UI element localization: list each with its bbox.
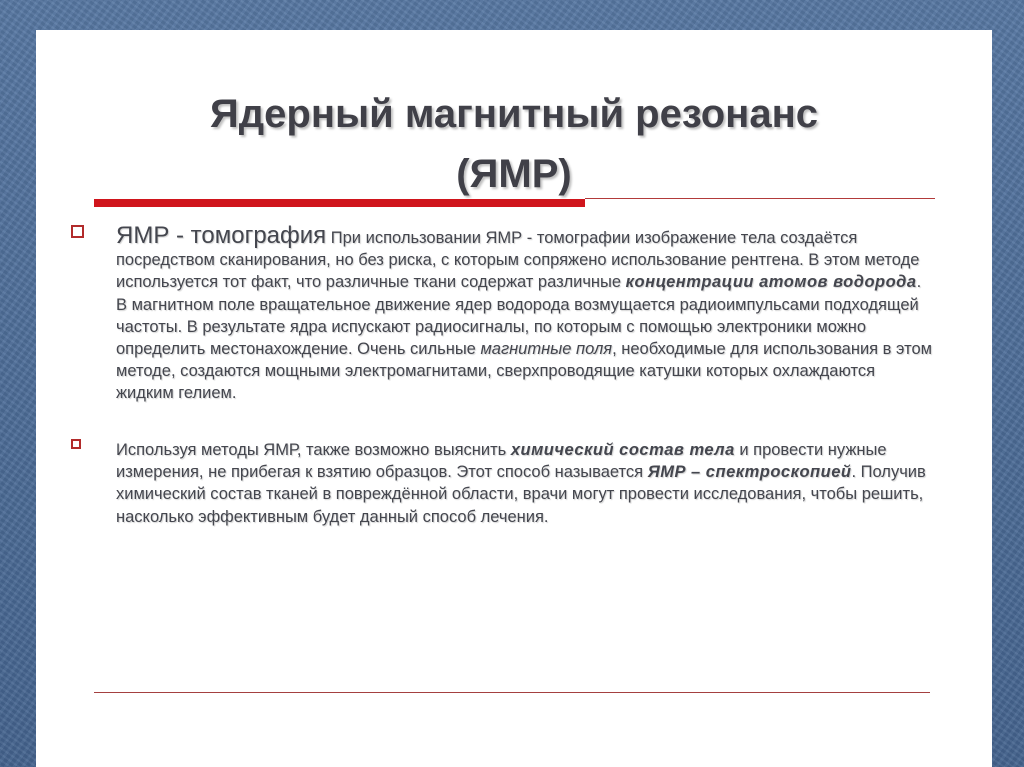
emphasis-hydrogen: концентрации атомов водорода [625, 273, 917, 292]
title-underline-thick [94, 199, 585, 207]
paragraph-text: Используя методы ЯМР, также возможно выяснить [116, 441, 511, 459]
title-line-2: (ЯМР) [456, 152, 572, 196]
title-line-1: Ядерный магнитный резонанс [210, 92, 818, 136]
footer-divider [94, 692, 930, 693]
emphasis-spectroscopy: ЯМР – спектроскопией [647, 463, 852, 482]
slide [36, 30, 992, 767]
slide-title [36, 84, 992, 204]
emphasis-chemical-composition: химический состав тела [510, 441, 735, 459]
paragraph-tomography [116, 222, 936, 405]
paragraph-spectroscopy [116, 439, 936, 528]
paragraph-text: , необходимые для использования в этом методе, создаются мощными электромагнитами, сверхпроводящие катушки которых охлаждаются жидким гелием. [116, 340, 932, 403]
paragraph-heading: ЯМР - томография [116, 222, 327, 249]
square-bullet-icon [71, 225, 84, 238]
paragraph-text: . В магнитном поле вращательное движение ядер водорода возмущается радиоимпульсами подходящей частоты. В результате ядра испускают радиосигналы, по которым с помощью электроники можно определить местонахождение. Очень сильные [116, 273, 922, 359]
square-bullet-icon [71, 439, 81, 449]
paragraph-text: . Получив химический состав тканей в повреждённой области, врачи могут провести исследования, чтобы решить, насколько эффективным будет данный способ лечения. [116, 463, 926, 526]
paragraph-text: и провести нужные измерения, не прибегая к взятию образцов. Этот способ называется [116, 441, 887, 482]
title-underline-thin [585, 198, 935, 199]
emphasis-magnetic-fields: магнитные поля [480, 340, 613, 359]
paragraph-text: При использовании ЯМР - томографии изображение тела создаётся посредством сканирования, но без риска, с которым сопряжено использование рентгена. В этом методе используется тот факт, что различные ткани содержат различные [116, 229, 920, 292]
